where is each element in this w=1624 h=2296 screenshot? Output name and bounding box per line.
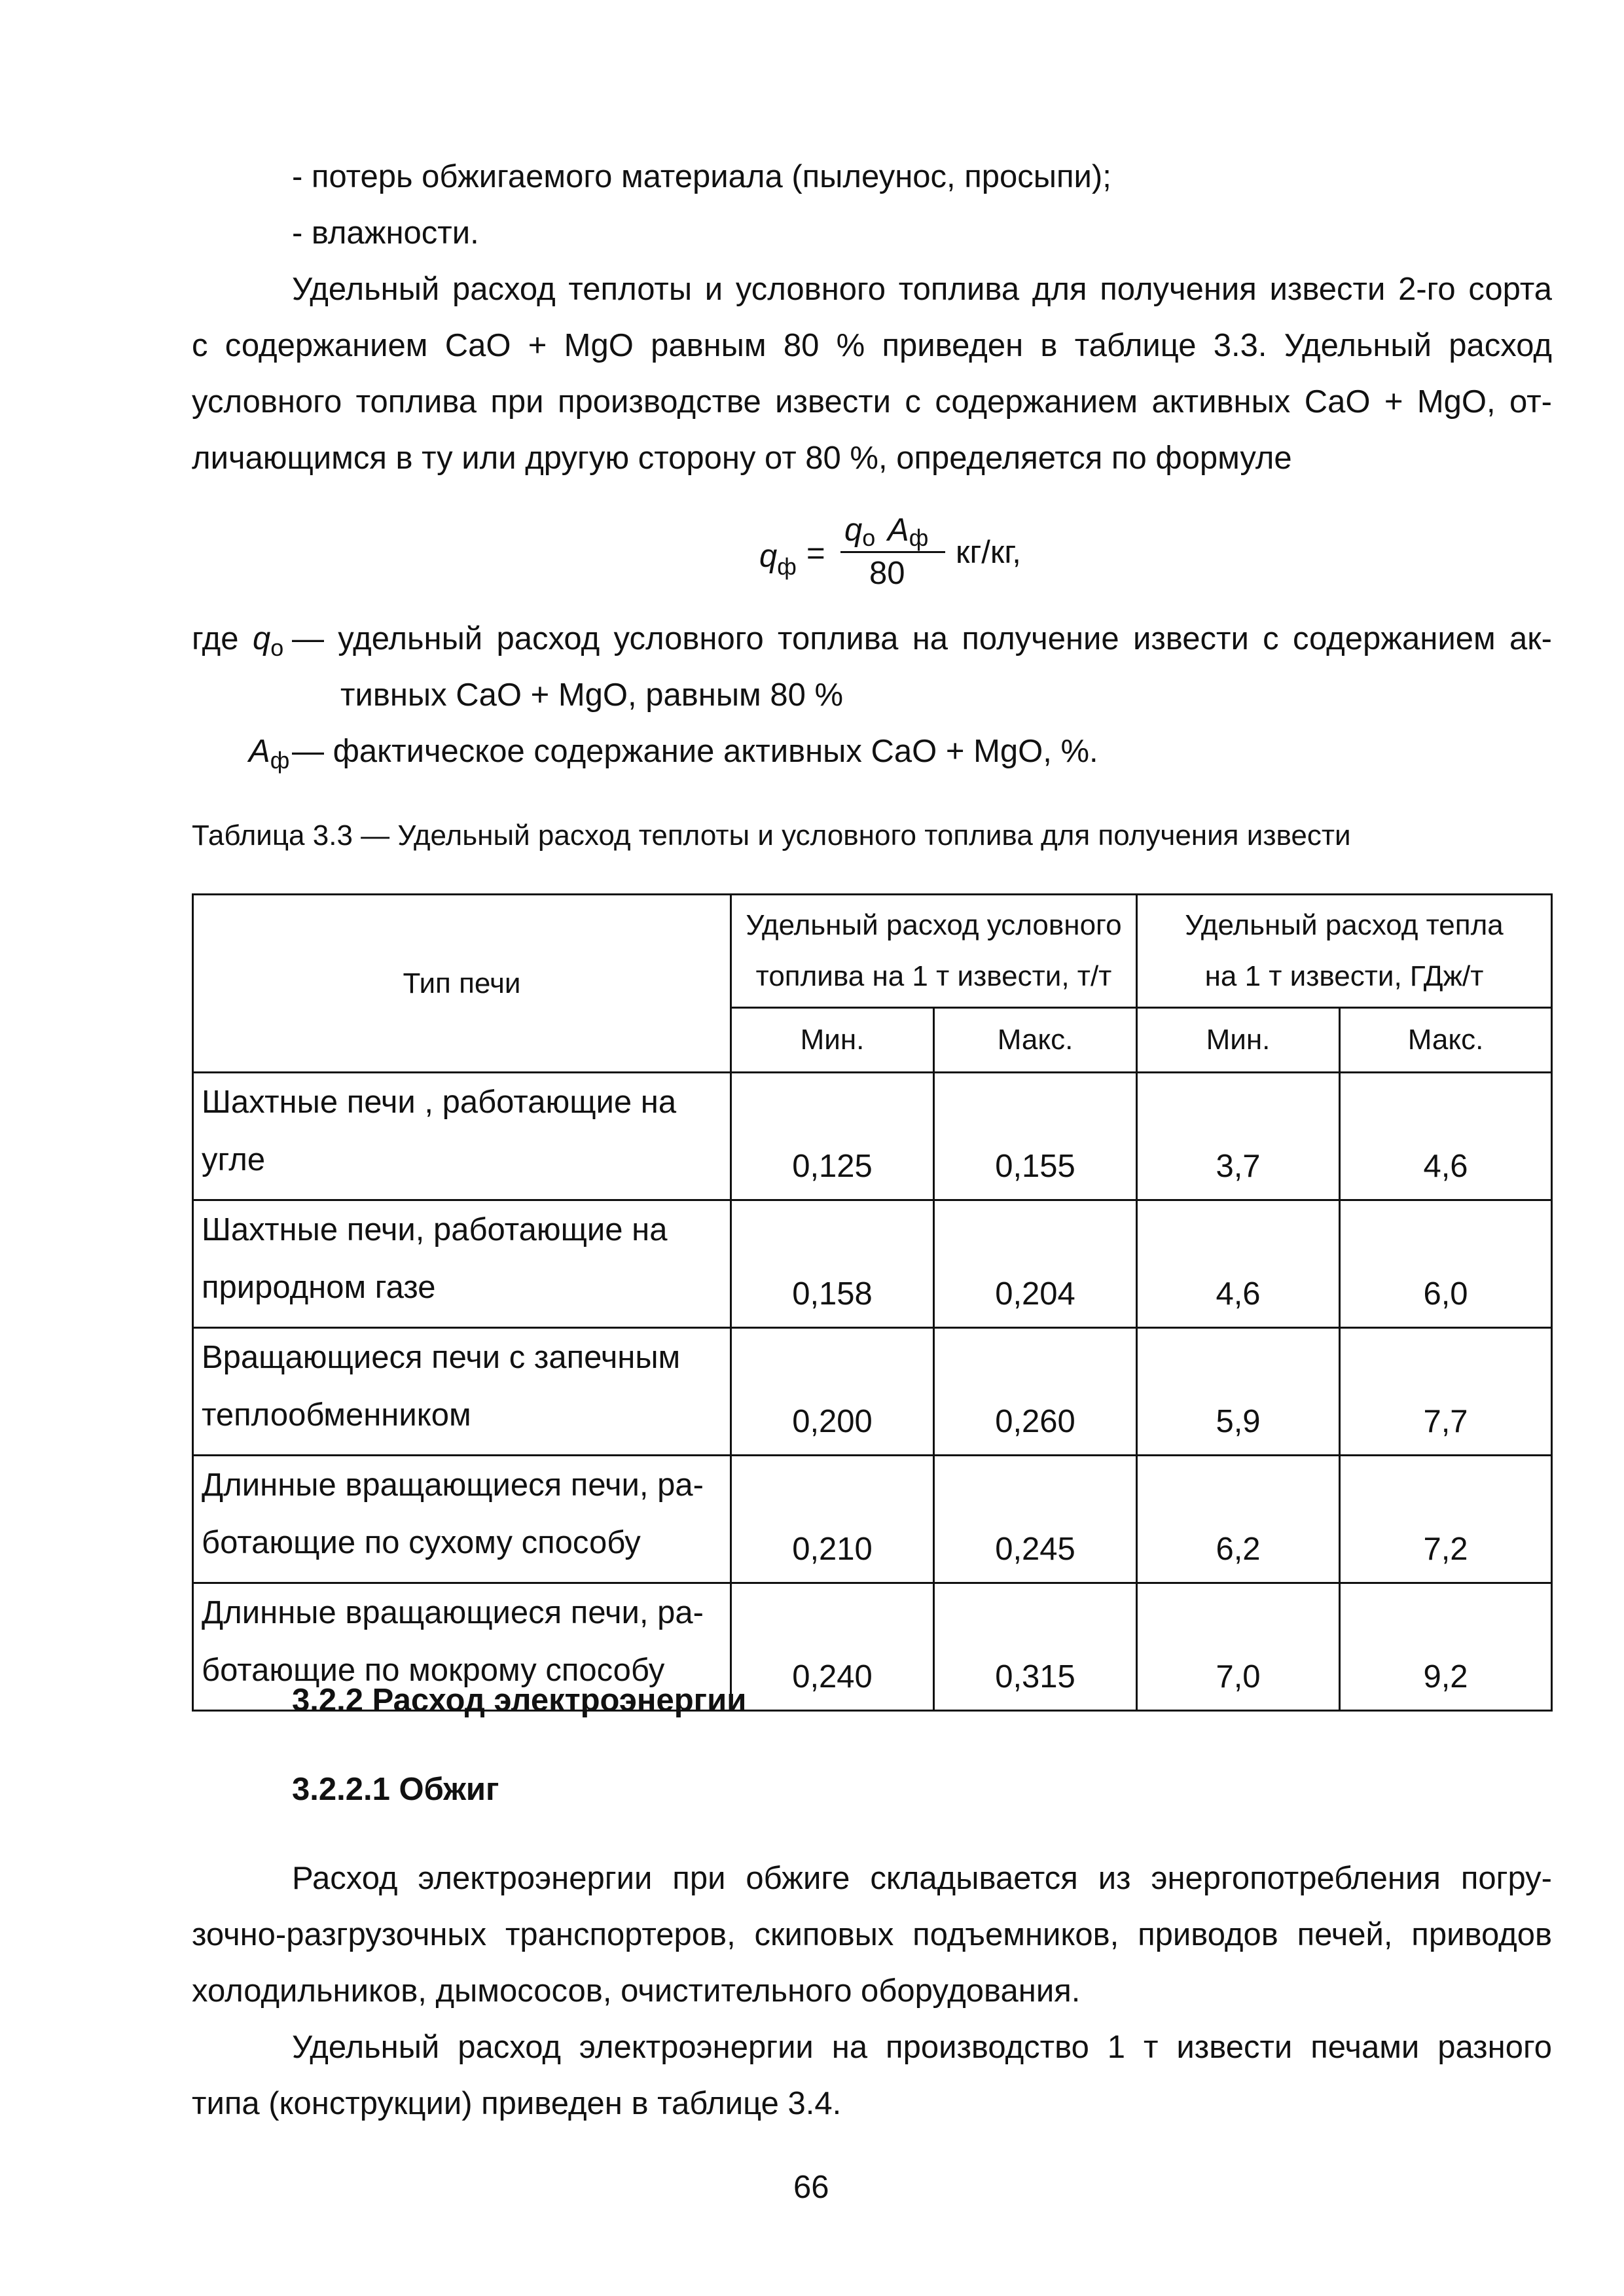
where-prefix: где — [192, 621, 239, 656]
where-q-desc-cont: тивных CaO + MgO, равным 80 % — [340, 677, 844, 713]
text-line-4: с содержанием CaO + MgO равным 80 % приведен в таблице 3.3. Удельный расход — [192, 328, 1552, 363]
formula-num-q: qо — [844, 512, 876, 551]
para2-line-1: Расход электроэнергии при обжиге складывается из энергопотребления погру- — [292, 1861, 1552, 1896]
where-a-desc: — фактическое содержание активных CaO + MgO, %. — [292, 734, 1098, 769]
cell-fuel-min: 0,240 — [731, 1583, 934, 1711]
header-heat-group — [1137, 895, 1552, 1008]
header-fuel-line1: Удельный расход условного — [746, 908, 1122, 941]
cell-fuel-min: 0,210 — [731, 1456, 934, 1583]
page-number: 66 — [793, 2170, 829, 2205]
cell-heat-max: 6,0 — [1340, 1200, 1552, 1328]
para2-line-3: холодильников, дымососов, очистительного оборудования. — [192, 1973, 1081, 2009]
where-q-desc: — удельный расход условного топлива на получение извести с содержанием ак- — [292, 621, 1552, 656]
cell-furnace-type: Вращающиеся печи с запечным теплообменником — [193, 1328, 731, 1456]
subheader-heat-max: Макс. — [1340, 1007, 1552, 1072]
section-heading-3-2-2-1: 3.2.2.1 Обжиг — [292, 1772, 499, 1807]
para2-line-2: зочно-разгрузочных транспортеров, скиповых подъемников, приводов печей, приводов — [192, 1917, 1552, 1952]
cell-furnace-type: Шахтные печи , работающие на угле — [193, 1073, 731, 1200]
cell-heat-max: 7,2 — [1340, 1456, 1552, 1583]
formula-equals: = — [806, 536, 825, 571]
text-line-3: Удельный расход теплоты и условного топлива для получения извести 2-го сорта — [292, 272, 1552, 307]
cell-fuel-max: 0,245 — [934, 1456, 1137, 1583]
formula-lhs: $q_ф$ — [759, 539, 797, 580]
header-furnace-type: Тип печи — [193, 895, 731, 1073]
cell-heat-max: 9,2 — [1340, 1583, 1552, 1711]
cell-fuel-min: 0,125 — [731, 1073, 934, 1200]
cell-furnace-type: Длинные вращающиеся печи, ра- ботающие по мокрому способу — [193, 1583, 731, 1711]
para2-line-5: типа (конструкции) приведен в таблице 3.4. — [192, 2086, 842, 2121]
header-heat-line2: на 1 т извести, ГДж/т — [1204, 960, 1484, 992]
cell-heat-min: 6,2 — [1137, 1456, 1340, 1583]
cell-furnace-type: Шахтные печи, работающие на природном газе — [193, 1200, 731, 1328]
cell-fuel-max: 0,204 — [934, 1200, 1137, 1328]
cell-fuel-max: 0,315 — [934, 1583, 1137, 1711]
subheader-heat-min: Мин. — [1137, 1007, 1340, 1072]
table-row — [193, 1456, 1552, 1583]
header-fuel-line2: топлива на 1 т извести, т/т — [755, 960, 1112, 992]
text-line-5: условного топлива при производстве извести с содержанием активных CaO + MgO, от- — [192, 384, 1552, 420]
where-symbol-q: $q_о$ — [253, 621, 284, 661]
table-header-row — [193, 895, 1552, 1008]
table-caption: Таблица 3.3 — Удельный расход теплоты и условного топлива для получения извести — [192, 819, 1351, 852]
header-fuel-group — [731, 895, 1137, 1008]
cell-fuel-min: 0,158 — [731, 1200, 934, 1328]
header-heat-line1: Удельный расход тепла — [1185, 908, 1504, 941]
cell-heat-max: 4,6 — [1340, 1073, 1552, 1200]
table-row — [193, 1200, 1552, 1328]
table-row — [193, 1073, 1552, 1200]
subheader-fuel-min: Мин. — [731, 1007, 934, 1072]
where-symbol-a: $A_ф$ — [249, 734, 290, 774]
text-line-1: - потерь обжигаемого материала (пылеунос, просыпи); — [292, 159, 1111, 194]
formula-denominator: 80 — [869, 556, 905, 591]
cell-fuel-min: 0,200 — [731, 1328, 934, 1456]
formula-num-a: Aф — [888, 512, 929, 551]
cell-heat-max: 7,7 — [1340, 1328, 1552, 1456]
formula-unit: кг/кг, — [956, 535, 1021, 570]
fraction-bar — [840, 551, 945, 553]
cell-heat-min: 4,6 — [1137, 1200, 1340, 1328]
cell-heat-min: 3,7 — [1137, 1073, 1340, 1200]
table-3-3 — [192, 893, 1553, 1712]
section-heading-3-2-2: 3.2.2 Расход электроэнергии — [292, 1683, 747, 1718]
cell-fuel-max: 0,260 — [934, 1328, 1137, 1456]
para2-line-4: Удельный расход электроэнергии на производство 1 т извести печами разного — [292, 2030, 1552, 2065]
subheader-fuel-max: Макс. — [934, 1007, 1137, 1072]
cell-heat-min: 7,0 — [1137, 1583, 1340, 1711]
text-line-6: личающимся в ту или другую сторону от 80 %, определяется по формуле — [192, 440, 1292, 476]
table-row — [193, 1328, 1552, 1456]
cell-heat-min: 5,9 — [1137, 1328, 1340, 1456]
cell-furnace-type: Длинные вращающиеся печи, ра- ботающие по сухому способу — [193, 1456, 731, 1583]
formula — [759, 511, 1087, 596]
cell-fuel-max: 0,155 — [934, 1073, 1137, 1200]
text-line-2: - влажности. — [292, 215, 479, 251]
